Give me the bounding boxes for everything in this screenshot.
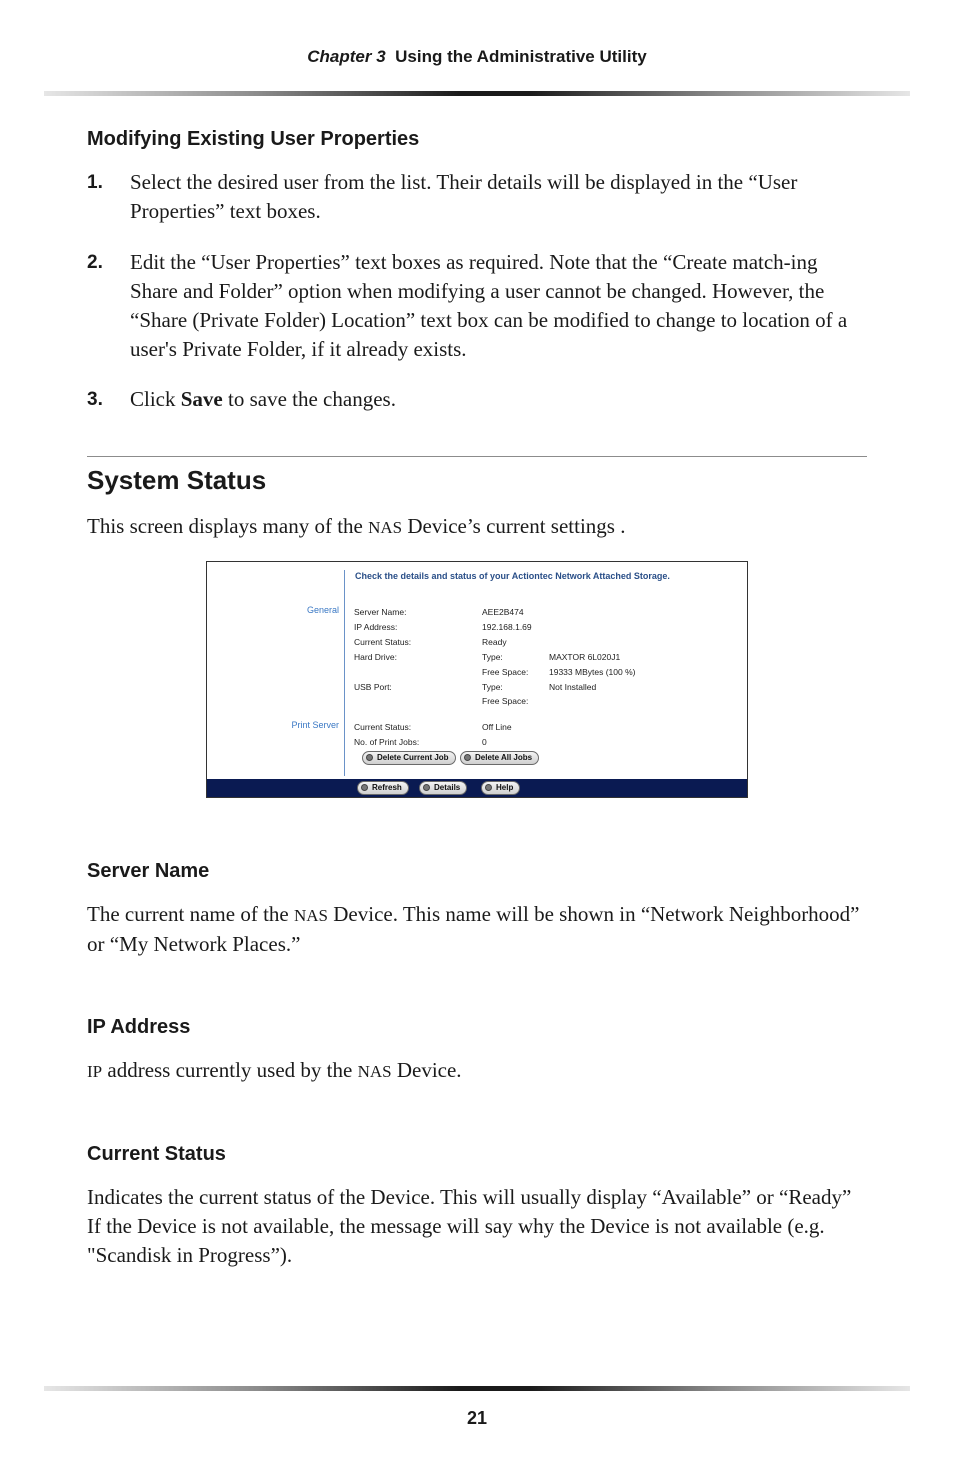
step-text: Click Save to save the changes.: [130, 387, 396, 411]
section-heading-modify: Modifying Existing User Properties: [87, 128, 420, 150]
hd-type-label: Type:: [482, 652, 503, 662]
server-name-value: AEE2B474: [482, 607, 524, 617]
step-number: 2.: [87, 252, 103, 273]
server-name-text: The current name of the NAS Device. This name will be shown in “Network Neighborhood” or “My Network Places.”: [87, 902, 860, 956]
print-server-section-label: Print Server: [291, 720, 339, 730]
section-heading-system-status: System Status: [87, 465, 267, 495]
section-heading-current-status: Current Status: [87, 1143, 226, 1165]
ip-value: 192.168.1.69: [482, 622, 532, 632]
footer-rule: [44, 1386, 910, 1391]
usb-type-value: Not Installed: [549, 682, 597, 692]
header-rule: [44, 91, 910, 96]
button-bullet-icon: [366, 754, 373, 761]
print-jobs-label: No. of Print Jobs:: [354, 737, 420, 747]
print-jobs-value: 0: [482, 737, 487, 747]
step-item: [87, 168, 867, 226]
step-text: Edit the “User Properties” text boxes as required. Note that the “Create match-ing Share and Folder” option when modifying a user cannot be changed. However, the “Share (Private Folder) Location” text box can be modified to change to location of a user's Private Folder, if it already exists.: [130, 250, 848, 361]
ip-address-text: IP address currently used by the NAS Device.: [87, 1058, 462, 1082]
details-button[interactable]: Details: [419, 781, 467, 795]
status-label: Current Status:: [354, 637, 412, 647]
help-button[interactable]: Help: [481, 781, 520, 795]
delete-current-job-button[interactable]: Delete Current Job: [362, 751, 456, 765]
screenshot-footer-bar: [207, 779, 747, 797]
system-status-screenshot: [206, 561, 748, 798]
step-number: 1.: [87, 172, 103, 193]
server-name-label: Server Name:: [354, 607, 407, 617]
delete-all-jobs-button[interactable]: Delete All Jobs: [460, 751, 539, 765]
button-bullet-icon: [464, 754, 471, 761]
ip-label: IP Address:: [354, 622, 398, 632]
general-section-label: General: [306, 605, 339, 615]
button-bullet-icon: [361, 784, 368, 791]
ps-status-value: Off Line: [482, 722, 512, 732]
hd-type-value: MAXTOR 6L020J1: [549, 652, 621, 662]
button-bullet-icon: [423, 784, 430, 791]
save-keyword: Save: [180, 387, 223, 411]
step-text: Select the desired user from the list. Their details will be displayed in the “User Properties” text boxes.: [130, 170, 798, 223]
system-status-intro: This screen displays many of the NAS Device’s current settings .: [87, 514, 626, 538]
screenshot-header: Check the details and status of your Actiontec Network Attached Storage.: [355, 571, 670, 581]
section-heading-ip-address: IP Address: [87, 1016, 191, 1038]
page-number: 21: [466, 1408, 488, 1428]
current-status-text: Indicates the current status of the Device. This will usually display “Available” or “Ready” If the Device is not available, the message will say why the Device is not available (e.g. "Scandisk in Progress”).: [87, 1185, 852, 1267]
hd-free-label: Free Space:: [482, 667, 529, 677]
usb-type-label: Type:: [482, 682, 503, 692]
chapter-title: Using the Administrative Utility: [395, 47, 647, 66]
chapter-number: Chapter 3: [307, 47, 386, 66]
hard-drive-label: Hard Drive:: [354, 652, 397, 662]
hd-free-value: 19333 MBytes (100 %): [549, 667, 636, 677]
status-value: Ready: [482, 637, 507, 647]
step-item: [87, 248, 867, 364]
button-bullet-icon: [485, 784, 492, 791]
running-header: [0, 47, 954, 67]
usb-free-label: Free Space:: [482, 696, 529, 706]
ps-status-label: Current Status:: [354, 722, 412, 732]
refresh-button[interactable]: Refresh: [357, 781, 409, 795]
step-item: [87, 385, 867, 414]
section-divider: [87, 456, 867, 457]
divider-line: [344, 570, 345, 776]
section-heading-server-name: Server Name: [87, 860, 210, 882]
step-number: 3.: [87, 389, 103, 410]
usb-port-label: USB Port:: [354, 682, 392, 692]
